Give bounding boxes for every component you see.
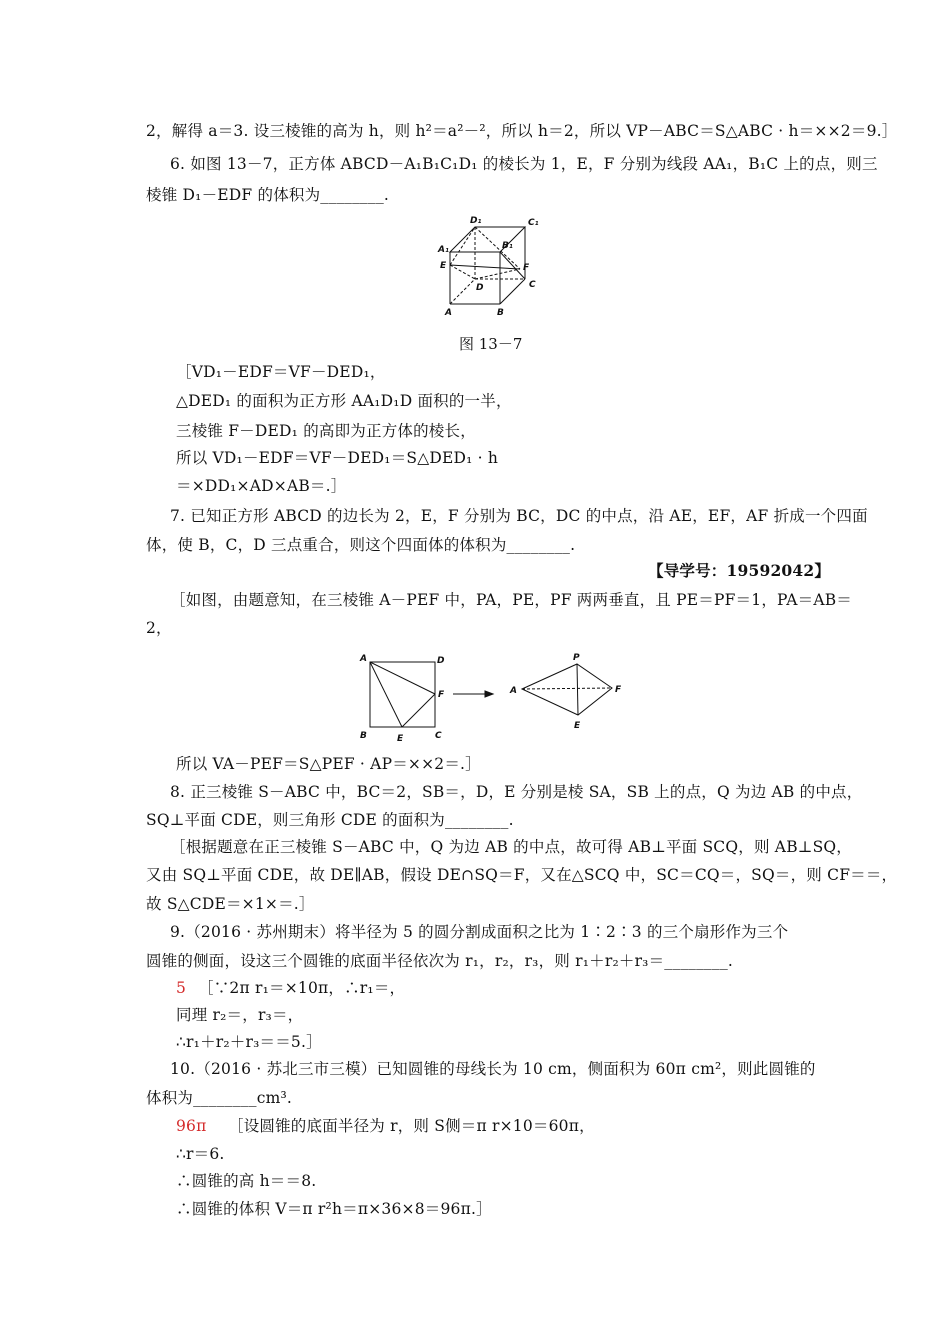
figure-caption: 图 13－7 [459, 335, 523, 353]
question-6-line-2: 棱锥 D₁－EDF 的体积为________. [146, 186, 390, 204]
cube-label-a: A [445, 308, 452, 318]
tetra-label-f: F [615, 685, 622, 695]
solution-7-line-3: 所以 VA－PEF＝S△PEF · AP＝××2＝.］ [176, 755, 481, 773]
solution-10-line-3: ∴圆锥的高 h＝＝8. [176, 1172, 317, 1190]
cube-label-b: B [497, 308, 504, 318]
square-label-b: B [360, 731, 367, 741]
tetra-label-e: E [574, 721, 581, 731]
question-7-line-2: 体，使 B，C，D 三点重合，则这个四面体的体积为________. [146, 536, 576, 554]
solution-10-line-2: ∴r＝6. [176, 1145, 225, 1163]
tetra-label-a: A [510, 686, 517, 696]
solution-9-line-2: 同理 r₂＝，r₃＝， [176, 1006, 304, 1024]
cube-label-c: C [529, 280, 536, 290]
square-label-d: D [437, 656, 445, 666]
cube-label-d1: D₁ [470, 216, 482, 226]
question-8-line-2: SQ⊥平面 CDE，则三角形 CDE 的面积为________. [146, 811, 514, 829]
cube-figure [430, 212, 550, 322]
cube-label-c1: C₁ [528, 218, 539, 228]
question-8-line-1: 8. 正三棱锥 S－ABC 中，BC＝2，SB＝，D，E 分别是棱 SA，SB 上的点，Q 为边 AB 的中点， [170, 783, 863, 801]
cube-label-d: D [476, 283, 484, 293]
question-10-line-1: 10.（2016 · 苏北三市三模）已知圆锥的母线长为 10 cm，侧面积为 60π cm²，则此圆锥的 [170, 1060, 816, 1078]
solution-8-line-2: 又由 SQ⊥平面 CDE，故 DE∥AB，假设 DE∩SQ＝F，又在△SCQ 中，SC＝CQ＝，SQ＝，则 CF＝＝， [146, 866, 898, 884]
answer-9: 5 [176, 979, 187, 997]
solution-7-line-2: 2， [146, 619, 172, 637]
guide-number: 【导学号：19592042】 [648, 561, 831, 580]
solution-10-line-4: ∴圆锥的体积 V＝π r²h＝π×36×8＝96π.］ [176, 1200, 492, 1218]
square-label-a: A [360, 654, 367, 664]
solution-6-line-1: ［VD₁－EDF＝VF－DED₁， [176, 363, 386, 381]
cube-label-b1: B₁ [502, 241, 513, 251]
question-9-line-2: 圆锥的侧面，设这三个圆锥的底面半径依次为 r₁，r₂，r₃，则 r₁＋r₂＋r₃＝________. [146, 952, 734, 970]
solution-6-line-4: 所以 VD₁－EDF＝VF－DED₁＝S△DED₁ · h [176, 449, 499, 467]
text-line-1: 2，解得 a＝3. 设三棱锥的高为 h，则 h²＝a²－²，所以 h＝2，所以 VP－ABC＝S△ABC · h＝××2＝9.］ [146, 122, 898, 140]
solution-10-line-1: ［设圆锥的底面半径为 r，则 S侧＝π r×10＝60π， [228, 1117, 595, 1135]
question-7-line-1: 7. 已知正方形 ABCD 的边长为 2，E，F 分别为 BC，DC 的中点，沿 AE，EF，AF 折成一个四面 [170, 507, 868, 525]
solution-8-line-1: ［根据题意在正三棱锥 S－ABC 中，Q 为边 AB 的中点，故可得 AB⊥平面 SCQ，则 AB⊥SQ， [170, 838, 852, 856]
question-9-line-1: 9.（2016 · 苏州期末）将半径为 5 的圆分割成面积之比为 1∶2∶3 的三个扇形作为三个 [170, 923, 789, 941]
question-6-line-1: 6. 如图 13－7，正方体 ABCD－A₁B₁C₁D₁ 的棱长为 1，E，F 分别为线段 AA₁，B₁C 上的点，则三 [170, 155, 878, 173]
cube-label-e: E [440, 261, 447, 271]
square-label-c: C [435, 731, 442, 741]
solution-6-line-5: ＝×DD₁×AD×AB＝.］ [176, 477, 347, 495]
fold-figure [355, 650, 645, 745]
square-label-e: E [397, 734, 404, 744]
square-label-f: F [438, 690, 445, 700]
solution-7-line-1: ［如图，由题意知，在三棱锥 A－PEF 中，PA，PE，PF 两两垂直，且 PE＝PF＝1，PA＝AB＝ [170, 591, 853, 609]
cube-label-f: F [523, 263, 530, 273]
solution-9-line-1: ［∵2π r₁＝×10π，∴r₁＝， [198, 979, 406, 997]
solution-8-line-3: 故 S△CDE＝×1×＝.］ [146, 895, 315, 913]
answer-10: 96π [176, 1117, 207, 1135]
solution-6-line-2: △DED₁ 的面积为正方形 AA₁D₁D 面积的一半， [176, 392, 512, 410]
tetra-label-p: P [573, 653, 580, 663]
question-10-line-2: 体积为________cm³. [146, 1089, 293, 1107]
solution-6-line-3: 三棱锥 F－DED₁ 的高即为正方体的棱长， [176, 422, 476, 440]
solution-9-line-3: ∴r₁＋r₂＋r₃＝＝5.］ [176, 1033, 322, 1051]
cube-label-a1: A₁ [438, 245, 449, 255]
